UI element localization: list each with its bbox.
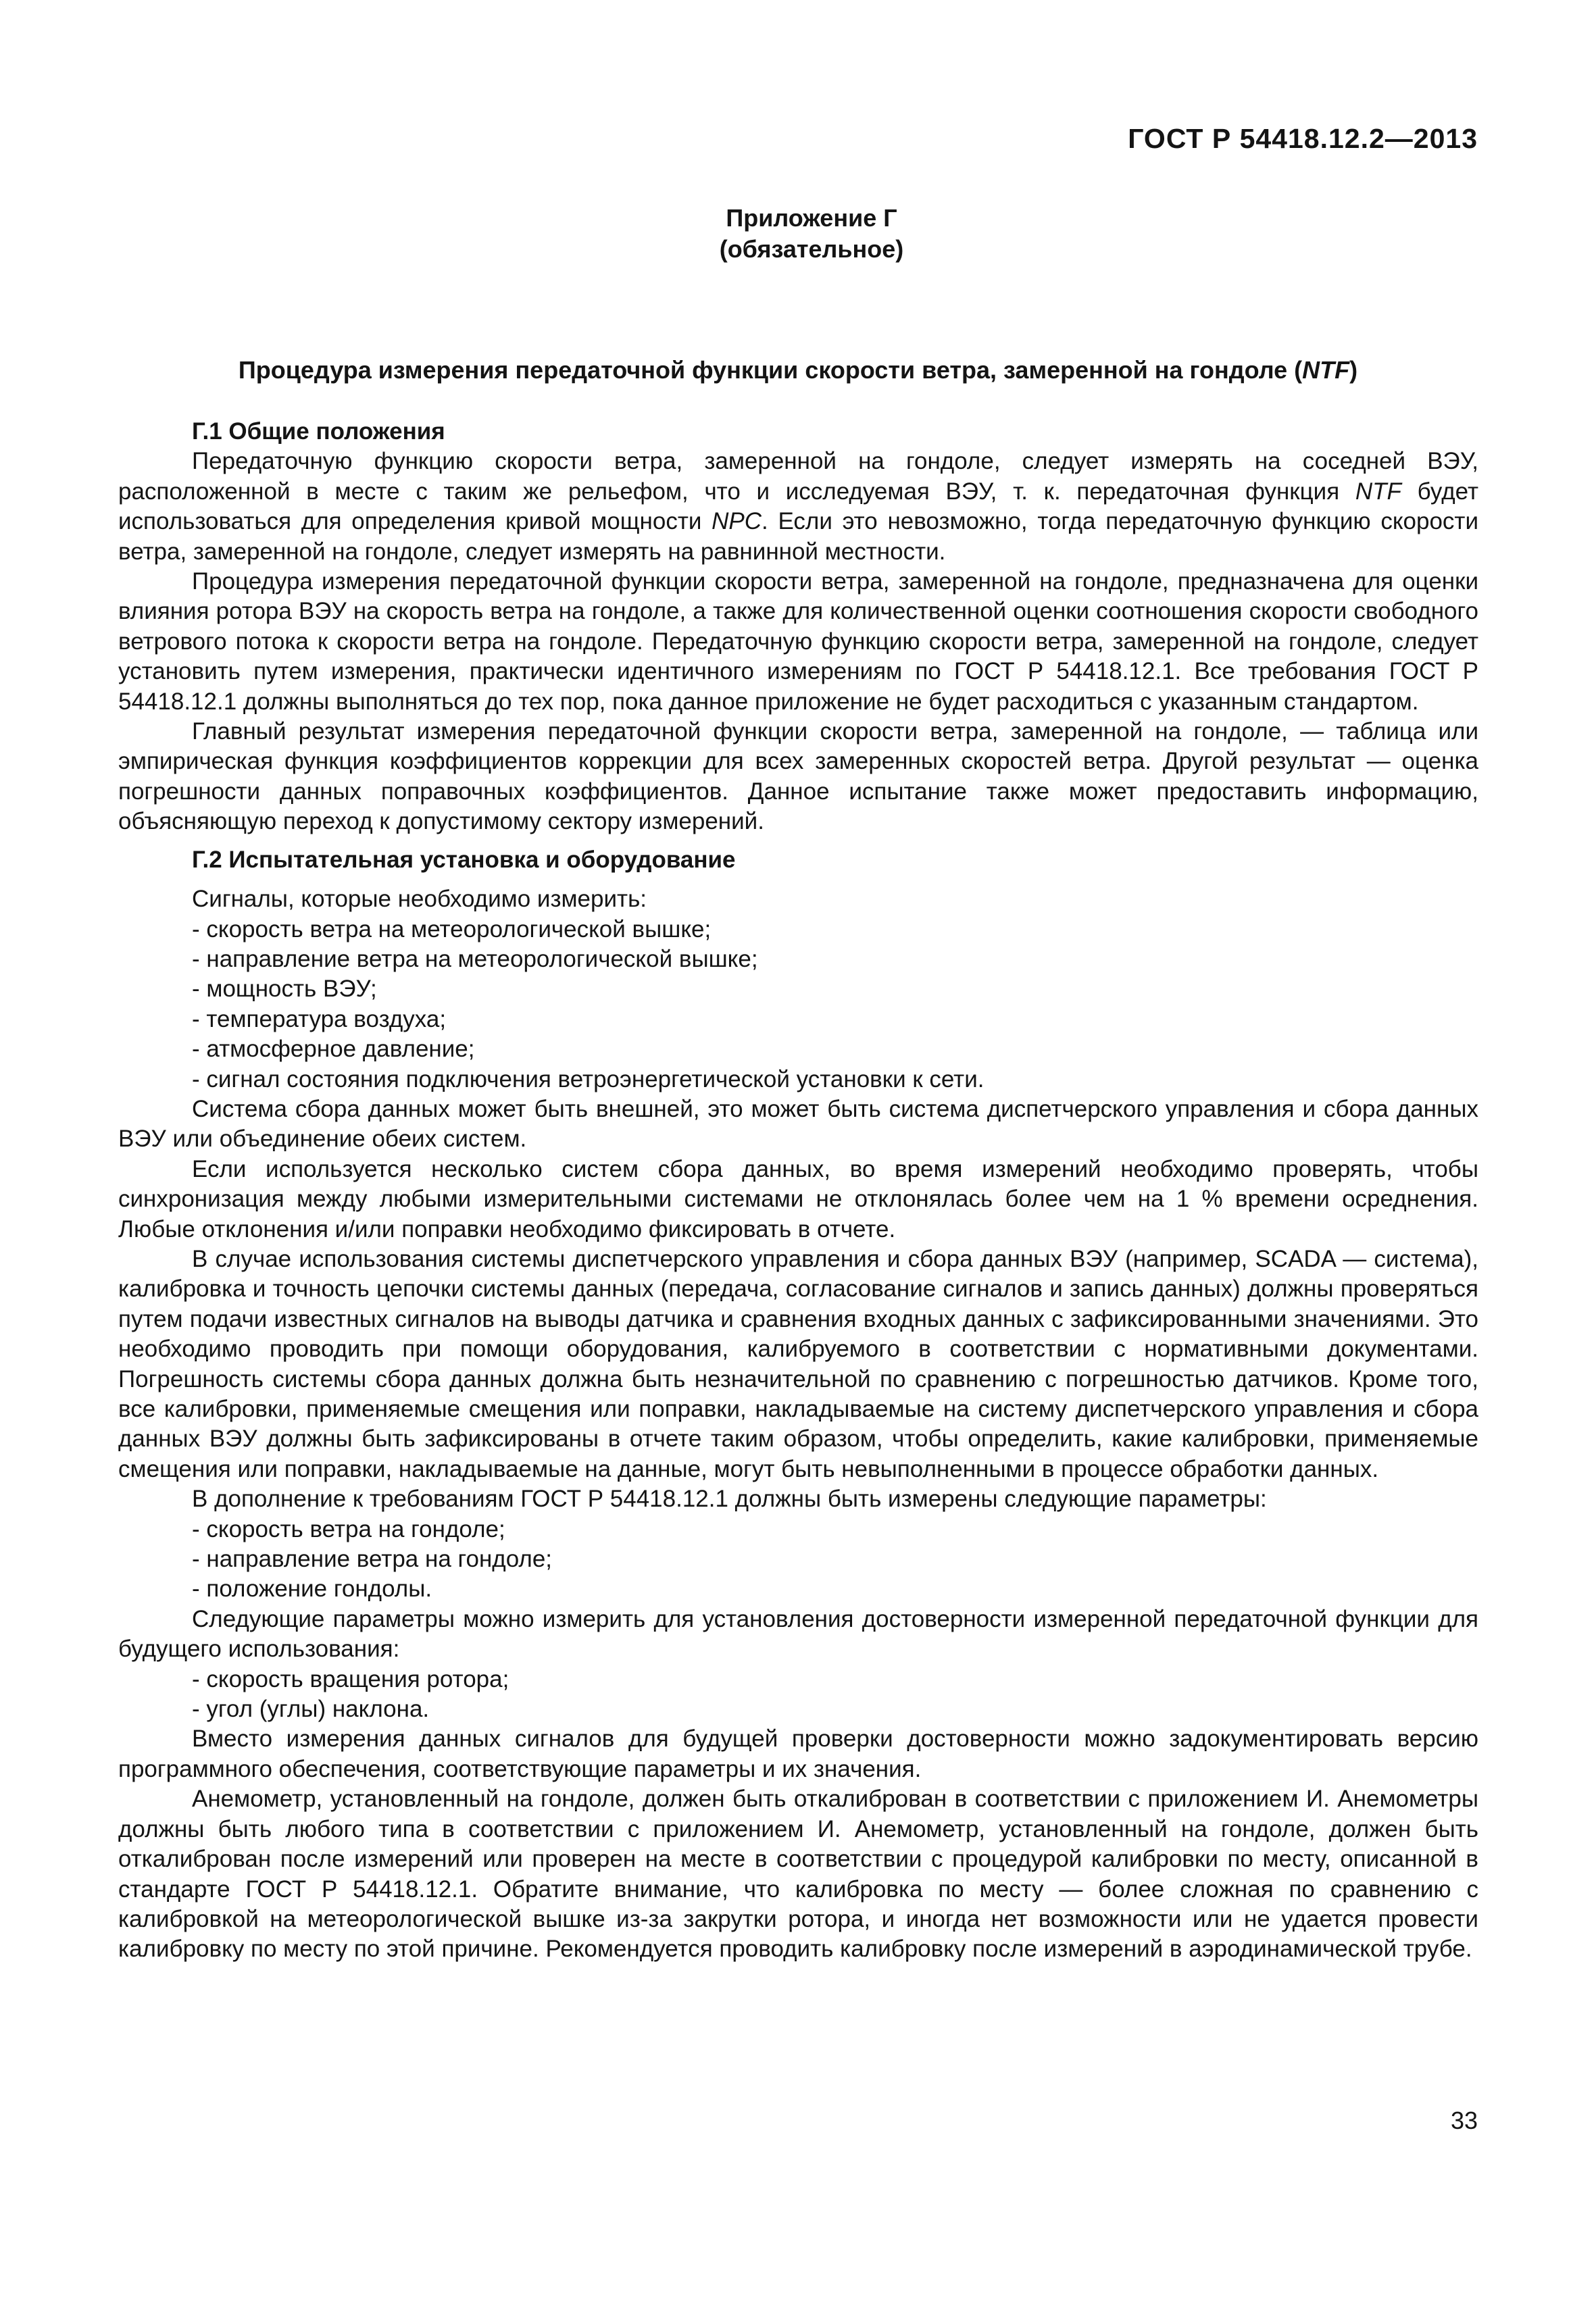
title-text: Процедура измерения передаточной функции скорости ветра, замеренной на гондоле ( bbox=[238, 356, 1303, 384]
appendix-status: (обязательное) bbox=[719, 235, 904, 263]
appendix-heading bbox=[0, 203, 1596, 265]
appendix-title bbox=[108, 355, 1488, 386]
ntf-term: NTF bbox=[1355, 478, 1401, 505]
list-item: - скорость ветра на метеорологической вышке; bbox=[192, 915, 712, 942]
paragraph: В случае использования системы диспетчерского управления и сбора данных ВЭУ (например, SCADA — система), калибровка и точность цепочки системы данных (передача, согласование сигналов и запись данных) должны проверяться путем подачи известных сигналов на выводы датчика и сравнения входных данных с зафиксированными значениями. Это необходимо проводить при помощи оборудования, калибруемого в соответствии с нормативными документами. Погрешность системы сбора данных должна быть незначительной по сравнению с погрешностью датчиков. Кроме того, все калибровки, применяемые смещения или поправки, накладываемые на систему диспетчерского управления и сбора данных ВЭУ должны быть зафиксированы в отчете таким образом, чтобы определить, какие калибровки, применяемые смещения или поправки, накладываемые на данные, могут быть невыполненными в процессе обработки данных. bbox=[118, 1245, 1478, 1482]
section-heading-g1: Г.1 Общие положения bbox=[192, 418, 445, 445]
paragraph bbox=[118, 447, 1478, 567]
title-abbr: NTF bbox=[1302, 356, 1350, 384]
list-item: - сигнал состояния подключения ветроэнергетической установки к сети. bbox=[192, 1065, 984, 1092]
section-heading-g2: Г.2 Испытательная установка и оборудование bbox=[192, 846, 736, 873]
signals-intro: Сигналы, которые необходимо измерить: bbox=[192, 886, 647, 913]
paragraph: Следующие параметры можно измерить для установления достоверности измеренной передаточной функции для будущего использования: bbox=[118, 1605, 1478, 1663]
p1-part-c: будет использоваться для определения кривой мощности bbox=[118, 478, 1478, 535]
body-text bbox=[118, 417, 1478, 1965]
p1-part-e: . Если это невозможно, тогда передаточную функцию скорости ветра, замеренной на гондоле, следует измерять на равнинной местности. bbox=[118, 508, 1478, 565]
list-item: - мощность ВЭУ; bbox=[192, 976, 377, 1003]
list-item: - температура воздуха; bbox=[192, 1005, 447, 1032]
p1-part-a: Передаточную функцию скорости ветра, замеренной на гондоле, следует измерять на соседней ВЭУ, расположенной в месте с таким же рельефом, что и исследуемая ВЭУ, т. к. передаточная функция bbox=[118, 448, 1478, 505]
paragraph: Система сбора данных может быть внешней, это может быть система диспетчерского управления и сбора данных ВЭУ или объединение обеих систем. bbox=[118, 1095, 1478, 1153]
list-item: - атмосферное давление; bbox=[192, 1036, 475, 1063]
paragraph: Если используется несколько систем сбора данных, во время измерений необходимо проверять, чтобы синхронизация между любыми измерительными системами не отклонялась более чем на 1 % времени осреднения. Любые отклонения и/или поправки необходимо фиксировать в отчете. bbox=[118, 1155, 1478, 1242]
paragraph: Главный результат измерения передаточной функции скорости ветра, замеренной на гондоле, — таблица или эмпирическая функция коэффициентов коррекции для всех замеренных скоростей ветра. Другой результат — оценка погрешности данных поправочных коэффициентов. Данное испытание также может предоставить информацию, объясняющую переход к допустимому сектору измерений. bbox=[118, 718, 1478, 835]
title-close: ) bbox=[1349, 356, 1358, 384]
document-code: ГОСТ Р 54418.12.2—2013 bbox=[1128, 123, 1478, 154]
list-item: - положение гондолы. bbox=[192, 1576, 432, 1603]
list-item: - направление ветра на метеорологической вышке; bbox=[192, 945, 758, 972]
list-item: - скорость вращения ротора; bbox=[192, 1665, 509, 1692]
list-item: - угол (углы) наклона. bbox=[192, 1696, 430, 1723]
appendix-label: Приложение Г bbox=[726, 204, 897, 232]
list-item: - направление ветра на гондоле; bbox=[192, 1546, 553, 1573]
npc-term: NPC bbox=[712, 508, 762, 535]
paragraph: Анемометр, установленный на гондоле, должен быть откалиброван в соответствии с приложением И. Анемометры должны быть любого типа в соответствии с приложением И. Анемометр, установленный на гондоле, должен быть откалиброван после измерений или проверен на месте в соответствии с процедурой калибровки по месту, описанной в стандарте ГОСТ Р 54418.12.1. Обратите внимание, что калибровка по месту — более сложная по сравнению с калибровкой на метеорологической вышке из-за закрутки ротора, и иногда нет возможности или не удается провести калибровку по месту по этой причине. Рекомендуется проводить калибровку после измерений в аэродинамической трубе. bbox=[118, 1786, 1478, 1963]
list-item: - скорость ветра на гондоле; bbox=[192, 1515, 505, 1542]
paragraph: Процедура измерения передаточной функции скорости ветра, замеренной на гондоле, предназначена для оценки влияния ротора ВЭУ на скорость ветра на гондоле, а также для количественной оценки соотношения скорости свободного ветрового потока к скорости ветра на гондоле. Передаточную функцию скорости ветра, замеренной на гондоле, следует установить путем измерения, практически идентичного измерениям по ГОСТ Р 54418.12.1. Все требования ГОСТ Р 54418.12.1 должны выполняться до тех пор, пока данное приложение не будет расходиться с указанным стандартом. bbox=[118, 568, 1478, 715]
paragraph: Вместо измерения данных сигналов для будущей проверки достоверности можно задокументировать версию программного обеспечения, соответствующие параметры и их значения. bbox=[118, 1726, 1478, 1782]
page-number: 33 bbox=[1450, 2107, 1478, 2134]
paragraph: В дополнение к требованиям ГОСТ Р 54418.12.1 должны быть измерены следующие параметры: bbox=[192, 1486, 1267, 1513]
